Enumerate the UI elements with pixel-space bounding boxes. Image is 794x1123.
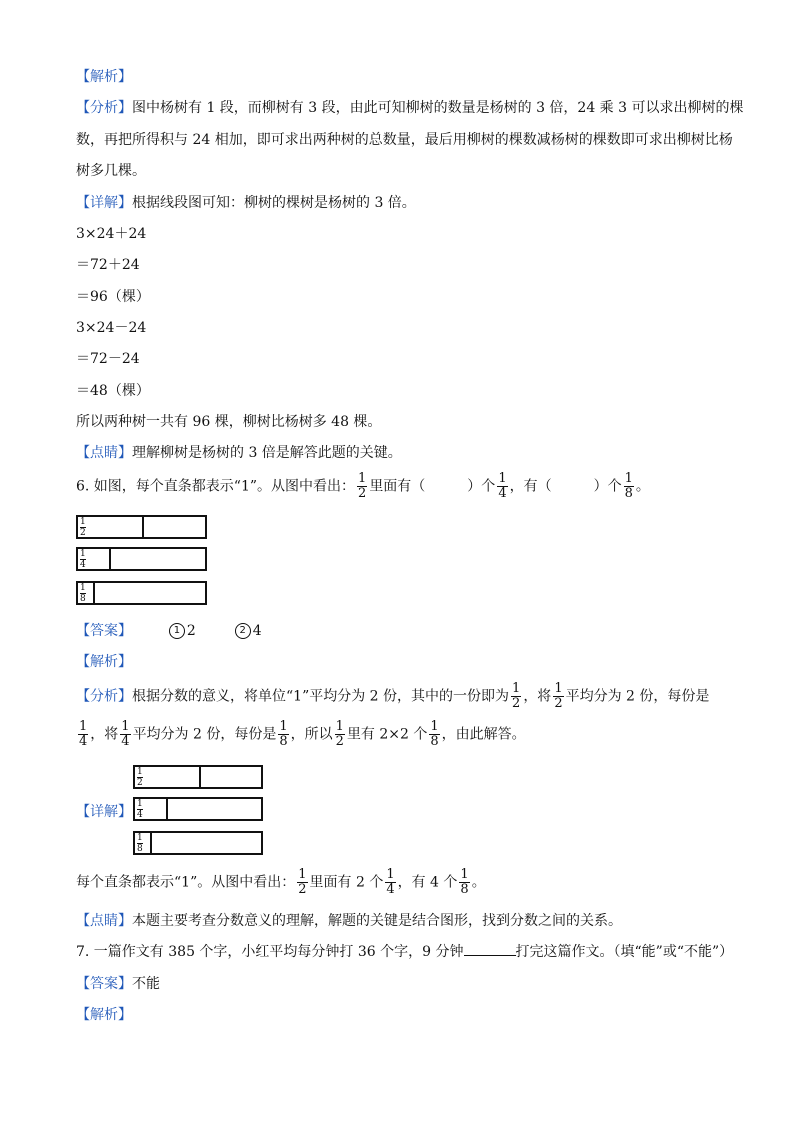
- jiexi-tag-2: 【解析】: [76, 654, 132, 670]
- calc-line-5: ＝72－24: [76, 351, 140, 367]
- bar-label-half: [137, 767, 143, 788]
- xiangjie-tag: 【详解】: [76, 195, 132, 211]
- frac-den: 2: [137, 778, 143, 788]
- frac-num: 1: [430, 719, 439, 734]
- frac-den: 4: [498, 486, 507, 501]
- q7-blank: [464, 943, 516, 956]
- fenxi-tag-2: 【分析】: [76, 688, 132, 705]
- jiexi-tag: 【解析】: [76, 69, 132, 85]
- fraction-quarter: [385, 868, 395, 897]
- bar-segment: [135, 767, 201, 787]
- daan-tag: 【答案】: [76, 623, 132, 639]
- q6-key-line: [76, 910, 622, 930]
- q7-answer: 不能: [132, 976, 160, 992]
- conclusion-text: 所以两种树一共有 96 棵，柳树比杨树多 48 棵。: [76, 414, 382, 430]
- dianjing-tag-2: 【点睛】: [76, 913, 132, 929]
- frac-num: 1: [498, 471, 507, 486]
- q6-answer-2: 4: [252, 623, 262, 639]
- bar-halves: [76, 515, 207, 539]
- bar-halves-detail: [133, 765, 263, 789]
- fraction-eighth: [429, 720, 439, 749]
- q6-analysis2-a: ，将: [90, 726, 119, 743]
- frac-num: 1: [460, 867, 469, 882]
- frac-den: 8: [430, 734, 439, 749]
- frac-num: 1: [121, 719, 130, 734]
- frac-num: 1: [79, 719, 88, 734]
- bar-eighths: [76, 581, 207, 605]
- frac-num: 1: [358, 471, 367, 486]
- fraction-half: [511, 682, 521, 711]
- bar-label-eighth: [80, 583, 86, 604]
- circled-number-1: 1: [169, 623, 185, 639]
- calc-line-1: 3×24＋24: [76, 226, 147, 242]
- q7-answer-line: [76, 973, 160, 993]
- frac-num: 1: [335, 719, 344, 734]
- frac-num: 1: [80, 549, 86, 559]
- frac-den: 8: [460, 882, 469, 897]
- fraction-eighth: [278, 720, 288, 749]
- q6-analysis2-c: ，所以: [290, 726, 333, 743]
- frac-den: 8: [624, 486, 633, 501]
- frac-den: 2: [298, 882, 307, 897]
- q6-analysis-line-2: [76, 720, 526, 749]
- detail-line: [76, 192, 416, 212]
- bar-quarters-detail: [133, 797, 263, 821]
- fraction-half: [335, 720, 345, 749]
- q7-stem-b: 打完这篇作文。（填“能”或“不能”）: [515, 944, 734, 960]
- frac-num: 1: [137, 767, 143, 777]
- calc-line-6: ＝48（棵）: [76, 383, 150, 399]
- analysis-line: [76, 97, 744, 117]
- xiangjie-tag-2: 【详解】: [76, 804, 132, 820]
- frac-num: 1: [137, 799, 143, 809]
- q6-answer-line: [76, 620, 262, 640]
- bar-segment: [78, 517, 144, 537]
- frac-num: 1: [512, 681, 521, 696]
- q6-analysis-a: 根据分数的意义，将单位“1”平均分为 2 份，其中的一份即为: [132, 688, 510, 705]
- key-text: 理解柳树是杨树的 3 倍是解答此题的关键。: [132, 445, 402, 461]
- q7-stem-a: 7. 一篇作文有 385 个字，小红平均每分钟打 36 个字，9 分钟: [76, 944, 464, 960]
- q6-answer-1: 2: [186, 623, 196, 639]
- circled-number-2: 2: [235, 623, 251, 639]
- frac-den: 8: [80, 594, 86, 604]
- q7-stem: [76, 941, 733, 961]
- jiexi-tag-3: 【解析】: [76, 1007, 132, 1023]
- dianjing-tag: 【点睛】: [76, 445, 132, 461]
- frac-den: 2: [358, 486, 367, 501]
- fenxi-tag: 【分析】: [76, 100, 132, 116]
- frac-num: 1: [80, 517, 86, 527]
- q6-stem: [76, 472, 650, 501]
- q6-analysis-b: ，将: [523, 688, 552, 705]
- q6-analysis2-d: 里有 2×2 个: [346, 726, 428, 743]
- fraction-quarter: [497, 472, 507, 501]
- frac-den: 4: [80, 560, 86, 570]
- key-line: [76, 442, 402, 462]
- fraction-quarter: [78, 720, 88, 749]
- frac-num: 1: [137, 833, 143, 843]
- q6-detail-d: 。: [471, 874, 486, 891]
- daan-tag-2: 【答案】: [76, 976, 132, 992]
- q6-stem-b: 里面有（ ）个: [369, 478, 496, 495]
- frac-den: 2: [554, 696, 563, 711]
- q6-detail-a: 每个直条都表示“1”。从图中看出：: [76, 874, 296, 891]
- calc-line-3: ＝96（棵）: [76, 289, 150, 305]
- calc-line-2: ＝72＋24: [76, 257, 140, 273]
- q6-detail-c: ，有 4 个: [397, 874, 458, 891]
- frac-num: 1: [279, 719, 288, 734]
- frac-den: 4: [121, 734, 130, 749]
- frac-num: 1: [298, 867, 307, 882]
- fraction-eighth: [624, 472, 634, 501]
- fraction-half: [297, 868, 307, 897]
- frac-den: 8: [279, 734, 288, 749]
- fraction-half: [357, 472, 367, 501]
- analysis-text-2: 数，再把所得积与 24 相加，即可求出两种树的总数量，最后用柳树的棵数减杨树的棵数即可求出柳树比杨: [76, 132, 733, 148]
- frac-num: 1: [624, 471, 633, 486]
- q6-detail-line: [76, 868, 486, 897]
- fraction-half: [553, 682, 563, 711]
- frac-num: 1: [554, 681, 563, 696]
- q6-detail-b: 里面有 2 个: [309, 874, 384, 891]
- fraction-eighth: [459, 868, 469, 897]
- frac-den: 4: [137, 810, 143, 820]
- bar-quarters: [76, 547, 207, 571]
- q6-analysis2-b: 平均分为 2 份，每份是: [132, 726, 277, 743]
- q6-analysis-line-1: [76, 682, 709, 711]
- bar-label-quarter: [137, 799, 143, 820]
- frac-den: 2: [335, 734, 344, 749]
- frac-den: 4: [386, 882, 395, 897]
- analysis-text-1: 图中杨树有 1 段，而柳树有 3 段，由此可知柳树的数量是杨树的 3 倍，24 乘 3 可以求出柳树的棵: [132, 100, 744, 116]
- frac-den: 2: [80, 528, 86, 538]
- frac-den: 8: [137, 844, 143, 854]
- q6-key-text: 本题主要考查分数意义的理解，解题的关键是结合图形，找到分数之间的关系。: [132, 913, 622, 929]
- bar-label-eighth: [137, 833, 143, 854]
- analysis-text-3: 树多几棵。: [76, 163, 146, 179]
- frac-num: 1: [80, 583, 86, 593]
- q6-stem-c: ，有（ ）个: [509, 478, 622, 495]
- bar-label-quarter: [80, 549, 86, 570]
- bar-label-half: [80, 517, 86, 538]
- q6-stem-a: 6. 如图，每个直条都表示“1”。从图中看出：: [76, 478, 356, 495]
- frac-num: 1: [386, 867, 395, 882]
- detail-text: 根据线段图可知：柳树的棵树是杨树的 3 倍。: [132, 195, 416, 211]
- q6-stem-d: 。: [635, 478, 650, 495]
- q6-analysis-c: 平均分为 2 份，每份是: [565, 688, 710, 705]
- bar-eighths-detail: [133, 831, 263, 855]
- calc-line-4: 3×24－24: [76, 320, 147, 336]
- q6-analysis2-e: ，由此解答。: [441, 726, 526, 743]
- frac-den: 2: [512, 696, 521, 711]
- frac-den: 4: [79, 734, 88, 749]
- fraction-quarter: [120, 720, 130, 749]
